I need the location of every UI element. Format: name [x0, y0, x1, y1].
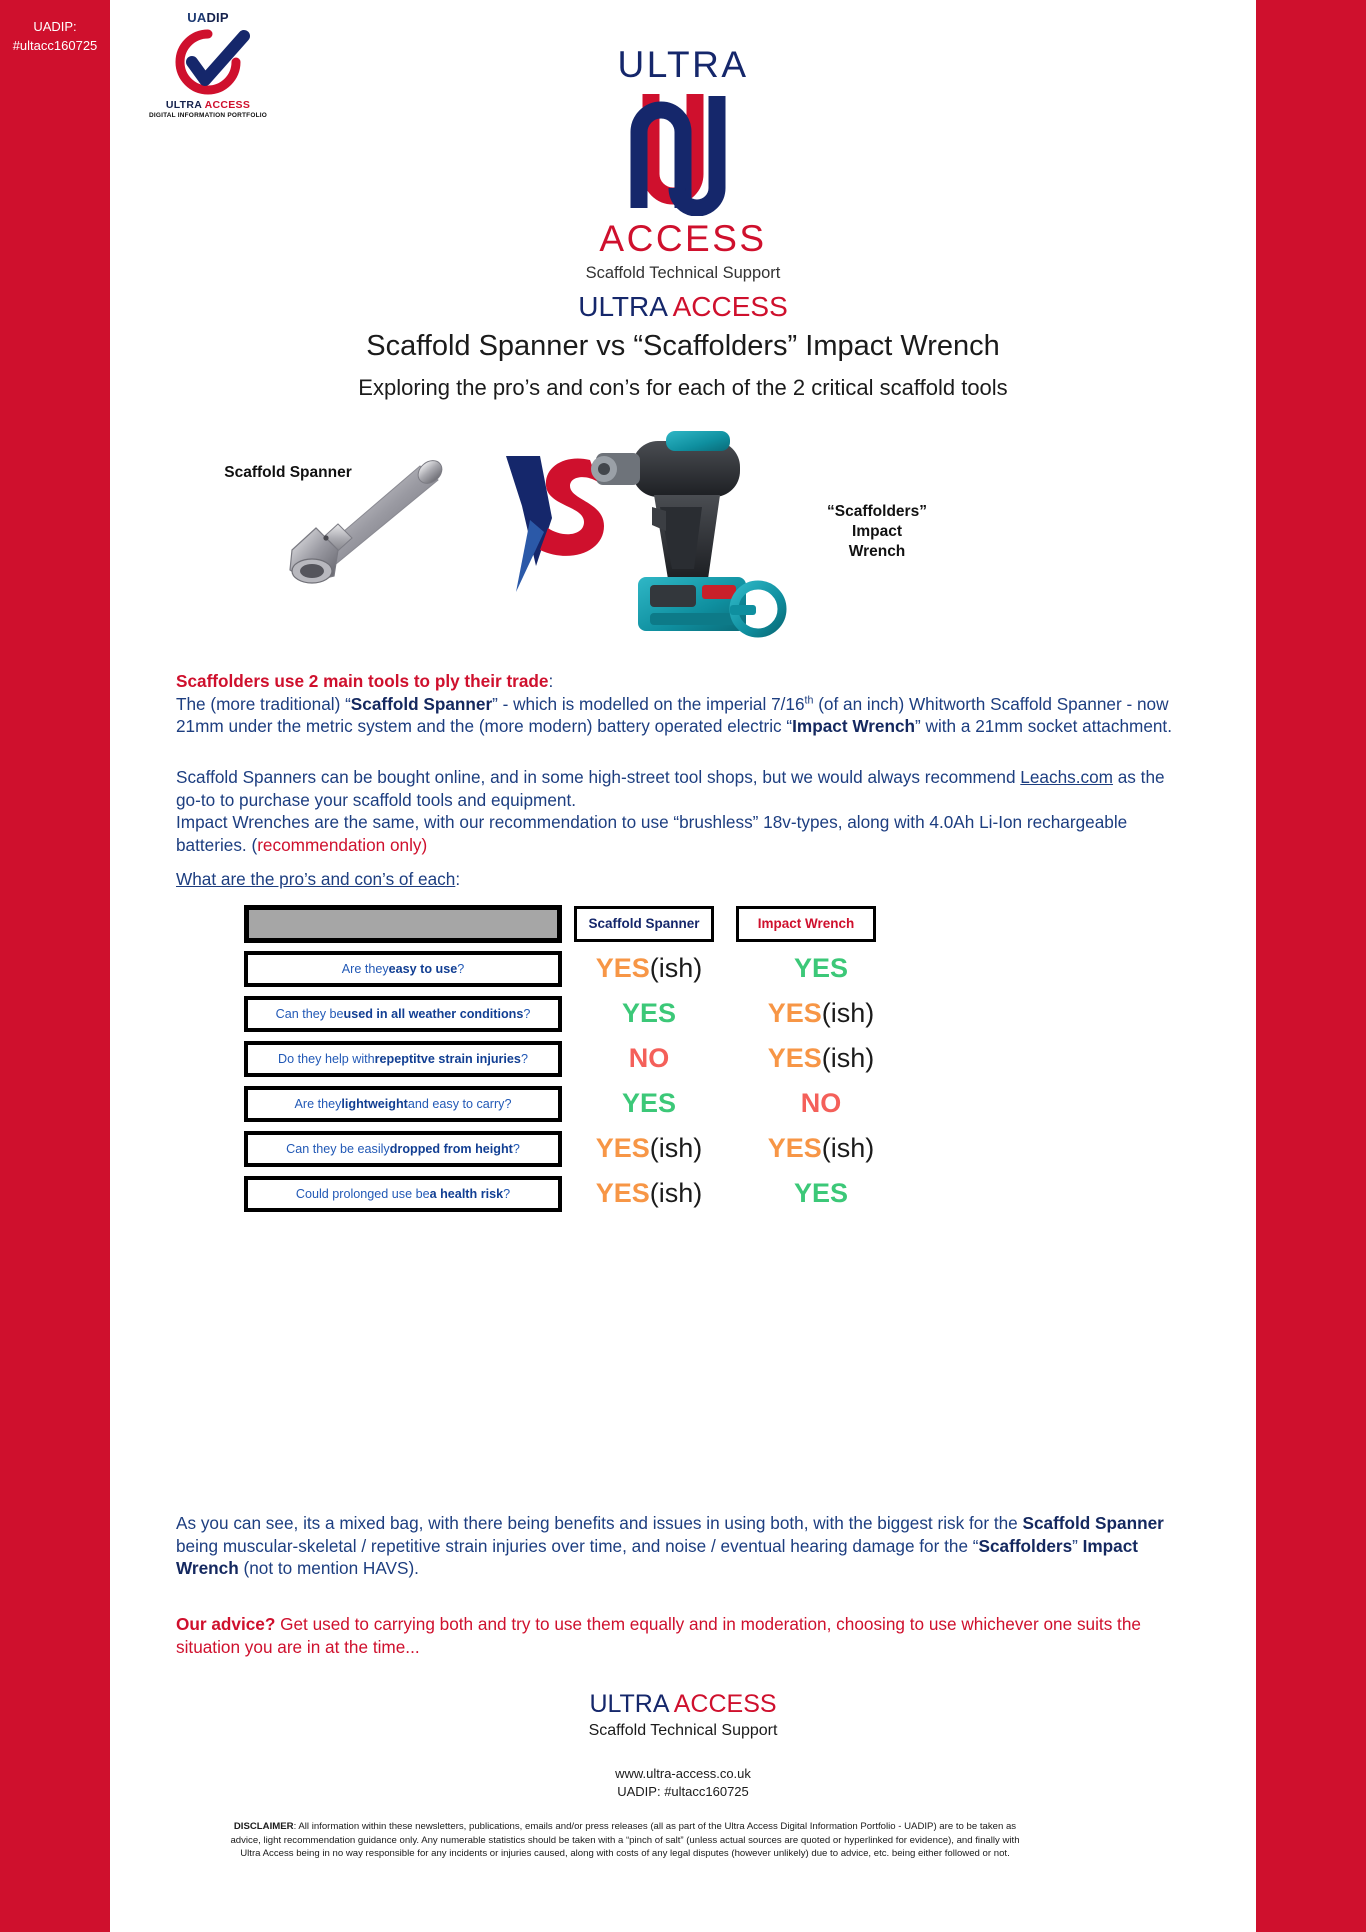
p1-b: Scaffold Spanner [350, 693, 493, 714]
hero-label-iw-line3: Wrench [848, 543, 906, 561]
table-answer-wrench [746, 1178, 896, 1209]
table-answer-spanner [574, 998, 724, 1029]
q-pre: Are they [341, 961, 389, 976]
heading-brand-ultra: ULTRA [578, 291, 673, 322]
uadip-badge-wordmark [128, 10, 288, 25]
p1-e: Impact Wrench [792, 716, 916, 737]
table-question-cell [244, 1176, 562, 1212]
p1-a: The (more traditional) “ [176, 693, 351, 714]
answer-suffix: (ish) [821, 1043, 875, 1073]
q-post: ? [503, 1186, 511, 1201]
q-post: ? [457, 961, 465, 976]
page-title: Scaffold Spanner vs “Scaffolders” Impact Wrench [366, 330, 1000, 362]
p1-lead: Scaffolders use 2 main tools to ply their trade [176, 671, 549, 691]
band-uadip-label [0, 18, 110, 56]
answer-suffix: (ish) [821, 998, 875, 1028]
band-uadip-line1: UADIP: [33, 19, 77, 34]
table-header-impact-wrench: Impact Wrench [736, 906, 876, 942]
document-page [110, 0, 1256, 1932]
uadip-badge-name-ultra: ULTRA [165, 99, 205, 111]
q-bold: used in all weather conditions [343, 1006, 524, 1021]
table-question-cell [244, 1041, 562, 1077]
table-row [110, 1035, 1256, 1082]
table-answer-wrench [746, 1088, 896, 1119]
q-pre: Do they help with [278, 1051, 375, 1066]
band-uadip-line2: #ultacc160725 [12, 37, 98, 53]
footer-tagline: Scaffold Technical Support [588, 1722, 778, 1739]
table-answer-spanner [574, 1043, 724, 1074]
table-question-cell [244, 1086, 562, 1122]
q-bold: easy to use [388, 961, 458, 976]
table-answer-wrench [746, 998, 896, 1029]
p4-c: being muscular-skeletal / repetitive strain injuries over time, and noise / eventual hearing damage for the “ [176, 1535, 979, 1556]
q-pre: Can they be [275, 1006, 344, 1021]
table-row [110, 945, 1256, 992]
heading-brand-access: ACCESS [672, 291, 788, 322]
p2-b: as the go-to to purchase your scaffold tools and equipment. [176, 767, 1165, 810]
paragraph-pros-cons-lead [176, 868, 1176, 891]
q-bold: dropped from height [389, 1141, 513, 1156]
uadip-badge-subtitle: DIGITAL INFORMATION PORTFOLIO [148, 112, 268, 119]
table-answer-spanner [574, 953, 724, 984]
answer-main: NO [800, 1088, 842, 1118]
page-footer [110, 1690, 1256, 1802]
answer-suffix: (ish) [821, 1133, 875, 1163]
table-answer-spanner [574, 1178, 724, 1209]
q-bold: repeptitve strain injuries [374, 1051, 521, 1066]
heading-brandline [110, 291, 1256, 323]
right-red-band [1256, 0, 1366, 1932]
p4-e: ” [1072, 1535, 1083, 1556]
p3-question: What are the pro’s and con’s of each [176, 869, 456, 889]
table-row [110, 1080, 1256, 1127]
impact-wrench-image [580, 419, 790, 659]
table-answer-spanner [574, 1088, 724, 1119]
q-post: and easy to carry? [407, 1096, 512, 1111]
footer-uadip-ref: UADIP: #ultacc160725 [617, 1784, 749, 1800]
answer-main: YES [621, 1088, 677, 1118]
footer-brand-ultra: ULTRA [589, 1690, 674, 1718]
disclaimer-text [230, 1820, 1020, 1861]
q-post: ? [520, 1051, 528, 1066]
hero-label-iw-line2: Impact [852, 523, 902, 541]
scaffold-spanner-image [270, 446, 470, 591]
answer-main: YES [595, 1133, 650, 1163]
answer-main: YES [793, 953, 849, 983]
footer-brand-access: ACCESS [673, 1690, 777, 1718]
uadip-badge-ua: UA [187, 10, 207, 25]
disclaimer-body: : All information within these newsletters, publications, emails and/or press releases (all as part of the Ultra Access Digital Information Portfolio - UADIP) are to be taken as advice, light recommendation guidance only. Any numerable statistics should be taken with a “pinch of salt” (unless actual sources are quoted or hyperlinked for evidence), and finally with Ultra Access being in no way responsible for any incidents or injuries caused, along with costs of any legal disputes (however unlikely) due to advice, etc. being either followed or not. [230, 1821, 1020, 1860]
p4-b: Scaffold Spanner [1022, 1513, 1164, 1533]
table-question-cell [244, 996, 562, 1032]
pros-cons-table [110, 900, 1256, 1217]
p1-d: (of an inch) Whitworth Scaffold Spanner - now 21mm under the metric system and the (more modern) battery operated electric “ [176, 693, 1169, 737]
table-header-scaffold-spanner: Scaffold Spanner [574, 906, 714, 942]
answer-main: YES [595, 953, 650, 983]
brand-word-access: ACCESS [599, 218, 767, 259]
q-pre: Could prolonged use be [295, 1186, 430, 1201]
answer-suffix: (ish) [649, 953, 703, 983]
p2-a: Scaffold Spanners can be bought online, and in some high-street tool shops, but we would always recommend [176, 767, 1021, 787]
q-post: ? [512, 1141, 520, 1156]
p2-red: recommendation only [257, 835, 422, 856]
q-pre: Are they [294, 1096, 342, 1111]
table-answer-spanner [574, 1133, 724, 1164]
answer-suffix: (ish) [649, 1178, 703, 1208]
answer-main: YES [767, 1043, 822, 1073]
table-answer-wrench [746, 953, 896, 984]
answer-main: YES [793, 1178, 849, 1208]
table-row [110, 1125, 1256, 1172]
paragraph-our-advice [176, 1613, 1176, 1658]
table-answer-wrench [746, 1133, 896, 1164]
left-red-band [0, 0, 110, 1932]
p5-lead: Our advice? [176, 1614, 276, 1634]
p2-c: Impact Wrenches are the same, with our recommendation to use “brushless” 18v-types, along with 4.0Ah Li-Ion rechargeable batteries. ( [176, 812, 1128, 856]
paragraph-summary [176, 1512, 1176, 1580]
p1-sup: th [804, 693, 814, 706]
q-bold: lightweight [341, 1096, 408, 1111]
p1-f: ” with a 21mm socket attachment. [915, 716, 1172, 737]
p4-f: Impact Wrench [176, 1535, 1139, 1579]
table-row [110, 990, 1256, 1037]
answer-main: NO [628, 1043, 670, 1073]
table-question-cell [244, 1131, 562, 1167]
footer-website-url[interactable]: www.ultra-access.co.uk [615, 1766, 751, 1781]
paragraph-purchase-advice [176, 766, 1176, 857]
p1-c: ” - which is modelled on the imperial 7/16 [492, 693, 805, 714]
page-subtitle: Exploring the pro’s and con’s for each of the 2 critical scaffold tools [358, 375, 1008, 400]
brand-tagline: Scaffold Technical Support [585, 264, 781, 282]
hero-label-spanner: Scaffold Spanner [224, 464, 352, 481]
uadip-badge-name-access: ACCESS [204, 99, 251, 111]
answer-main: YES [767, 1133, 822, 1163]
answer-main: YES [595, 1178, 650, 1208]
q-pre: Can they be easily [286, 1141, 390, 1156]
brand-word-ultra: ULTRA [617, 44, 749, 85]
table-header-blank-cell [244, 905, 562, 943]
q-bold: a health risk [429, 1186, 504, 1201]
hero-label-iw-line1: “Scaffolders” [827, 503, 927, 520]
p4-d: Scaffolders [978, 1535, 1073, 1556]
footer-contact [110, 1765, 1256, 1802]
table-header-row [110, 900, 1256, 947]
answer-suffix: (ish) [649, 1133, 703, 1163]
table-answer-wrench [746, 1043, 896, 1074]
paragraph-tools-intro [176, 670, 1176, 738]
p2-d: ) [421, 835, 428, 856]
p1-colon: : [548, 671, 554, 691]
uadip-badge-dip: DIP [206, 10, 229, 25]
brand-logo [110, 44, 1256, 283]
hero-comparison-graphic [110, 424, 1256, 654]
answer-main: YES [767, 998, 822, 1028]
table-row [110, 1170, 1256, 1217]
p4-a: As you can see, its a mixed bag, with there being benefits and issues in using both, with the biggest risk for the [176, 1513, 1023, 1533]
leachs-link[interactable]: Leachs.com [1020, 767, 1113, 787]
footer-brand [110, 1690, 1256, 1719]
p5-rest: Get used to carrying both and try to use them equally and in moderation, choosing to use whichever one suits the situation you are in at the time... [176, 1614, 1141, 1657]
q-post: ? [523, 1006, 531, 1021]
p3-colon: : [455, 869, 461, 889]
p4-g: (not to mention HAVS). [238, 1558, 419, 1579]
brand-monogram-icon [617, 88, 749, 216]
answer-main: YES [621, 998, 677, 1028]
hero-label-impact-wrench [802, 502, 952, 562]
disclaimer-label: DISCLAIMER [233, 1821, 294, 1832]
table-question-cell [244, 951, 562, 987]
